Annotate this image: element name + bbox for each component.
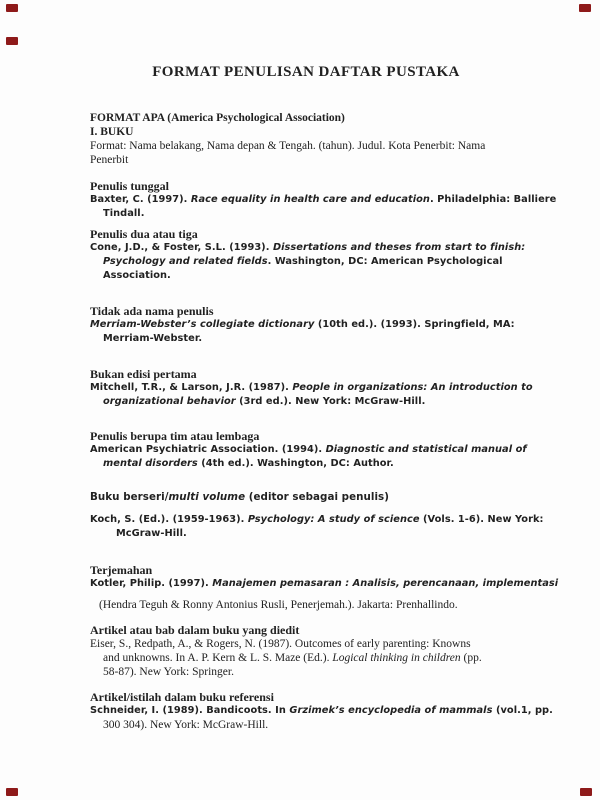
text-run: Mitchell, T.R., & Larson, J.R. (1987). (90, 382, 293, 393)
text-run: Eiser, S., Redpath, A., & Rogers, N. (1987). Outcomes of early parenting: Knowns (90, 638, 471, 650)
section-heading (90, 304, 522, 318)
section-heading (90, 563, 522, 577)
section-tidak-ada-nama-penulis (90, 304, 522, 346)
page-title: FORMAT PENULISAN DAFTAR PUSTAKA (152, 64, 460, 80)
scan-corner-mark-top-left (6, 4, 18, 12)
reference-line (90, 255, 522, 269)
reference-line (90, 332, 522, 346)
reference-line (90, 598, 522, 612)
reference-sections (90, 111, 559, 732)
section-penulis-tim-atau-lembaga (90, 429, 527, 471)
section-terjemahan (90, 563, 559, 612)
italic-text-run: Logical thinking in children (332, 652, 461, 664)
reference-line (90, 704, 553, 718)
text-run: Schneider, I. (1989). Bandicoots. In (90, 705, 290, 716)
reference-line (90, 381, 533, 395)
text-run: (Vols. 1-6). New York: (419, 514, 544, 525)
italic-text-run: Manajemen pemasaran : Analisis, perencanaan, implementasi (212, 578, 559, 589)
text-run: Tindall. (103, 208, 145, 219)
text-run: Kotler, Philip. (1997). (90, 578, 213, 589)
section-buku-berseri-multi-volume (90, 490, 544, 541)
italic-text-run: organizational behavior (103, 396, 236, 407)
reference-line (90, 637, 522, 651)
section-artikel-bab-dalam-buku-diedit (90, 623, 522, 679)
italic-text-run: Merriam-Webster’s collegiate dictionary (90, 319, 315, 330)
text-run: . Washington, DC: American Psychological (267, 256, 503, 267)
text-run: (4th ed.). Washington, DC: Author. (197, 458, 394, 469)
reference-line (90, 318, 522, 332)
section-penulis-dua-atau-tiga (90, 227, 526, 283)
reference-line (90, 651, 522, 665)
section-heading (90, 179, 522, 193)
text-run: Format: Nama belakang, Nama depan & Tengah. (tahun). Judul. Kota Penerbit: Nama (90, 140, 486, 152)
text-run: Artikel atau bab dalam buku yang diedit (90, 623, 300, 637)
text-run: (3rd ed.). New York: McGraw-Hill. (235, 396, 426, 407)
text-run: Baxter, C. (1997). (90, 194, 191, 205)
section-bukan-edisi-pertama (90, 367, 533, 409)
text-run: Penulis dua atau tiga (90, 227, 198, 241)
section-heading (90, 690, 522, 704)
text-run: 58-87). New York: Springer. (103, 666, 234, 678)
text-run: (pp. (460, 652, 482, 664)
text-run: Cone, J.D., & Foster, S.L. (1993). (90, 242, 273, 253)
reference-line (90, 207, 522, 221)
text-run: Artikel/istilah dalam buku referensi (90, 690, 274, 704)
section-heading (90, 429, 522, 443)
reference-line (90, 443, 527, 457)
text-run: Penulis berupa tim atau lembaga (90, 429, 260, 443)
scan-corner-mark-bottom-right (580, 788, 592, 796)
text-run: . Philadelphia: Balliere (429, 194, 557, 205)
italic-text-run: Diagnostic and statistical manual of (325, 444, 527, 455)
text-run: Tidak ada nama penulis (90, 304, 214, 318)
section-artikel-istilah-buku-referensi (90, 690, 553, 732)
text-run: McGraw-Hill. (116, 528, 187, 539)
section-format-apa-intro (90, 111, 522, 167)
text-run: and unknowns. In A. P. Kern & L. S. Maze (Ed.). (103, 652, 333, 664)
italic-text-run: Grzimek’s encyclopedia of mammals (289, 705, 493, 716)
text-run: Bukan edisi pertama (90, 367, 197, 381)
reference-line (90, 241, 526, 255)
italic-text-run: Dissertations and theses from start to finish: (272, 242, 526, 253)
reference-line (90, 139, 522, 153)
reference-line (90, 269, 522, 283)
text-run: Penulis tunggal (90, 179, 170, 193)
text-run: Merriam-Webster. (103, 333, 203, 344)
text-run: Association. (103, 270, 171, 281)
reference-line (90, 527, 522, 541)
reference-line (90, 111, 522, 125)
reference-line (90, 125, 522, 139)
italic-text-run: Psychology and related fields (103, 256, 268, 267)
reference-line (90, 395, 522, 409)
reference-line (90, 457, 522, 471)
text-run: 300 304). New York: McGraw-Hill. (103, 719, 269, 731)
text-run: American Psychiatric Association. (1994). (90, 444, 326, 455)
italic-text-run: Race equality in health care and education (190, 194, 430, 205)
section-heading (90, 227, 522, 241)
reference-line (90, 513, 544, 527)
reference-line (90, 665, 522, 679)
section-heading (90, 623, 522, 637)
text-run: (10th ed.). (1993). Springfield, MA: (314, 319, 515, 330)
text-run: FORMAT APA (America Psychological Association) (90, 112, 345, 124)
text-run: (Hendra Teguh & Ronny Antonius Rusli, Penerjemah.). Jakarta: Prenhallindo. (99, 599, 458, 611)
reference-line (90, 153, 522, 167)
scan-corner-mark-bottom-left (6, 788, 18, 796)
section-heading (90, 490, 522, 504)
section-penulis-tunggal (90, 179, 557, 221)
text-run: Penerbit (90, 154, 129, 166)
scan-corner-mark-mid-left (6, 37, 18, 45)
reference-line (90, 577, 559, 591)
reference-line (90, 193, 557, 207)
italic-text-run: People in organizations: An introduction to (292, 382, 533, 393)
italic-text-run: multi volume (168, 491, 246, 503)
document-content (90, 63, 559, 732)
text-run: I. BUKU (90, 126, 134, 138)
text-run: Terjemahan (90, 563, 153, 577)
text-run: Koch, S. (Ed.). (1959-1963). (90, 514, 248, 525)
scan-corner-mark-top-right (579, 4, 591, 12)
text-run: (vol.1, pp. (492, 705, 553, 716)
italic-text-run: Psychology: A study of science (247, 514, 420, 525)
section-heading (90, 367, 522, 381)
text-run: (editor sebagai penulis) (245, 491, 389, 503)
text-run: Buku berseri/ (90, 491, 169, 503)
reference-line (90, 718, 522, 732)
italic-text-run: mental disorders (103, 458, 198, 469)
